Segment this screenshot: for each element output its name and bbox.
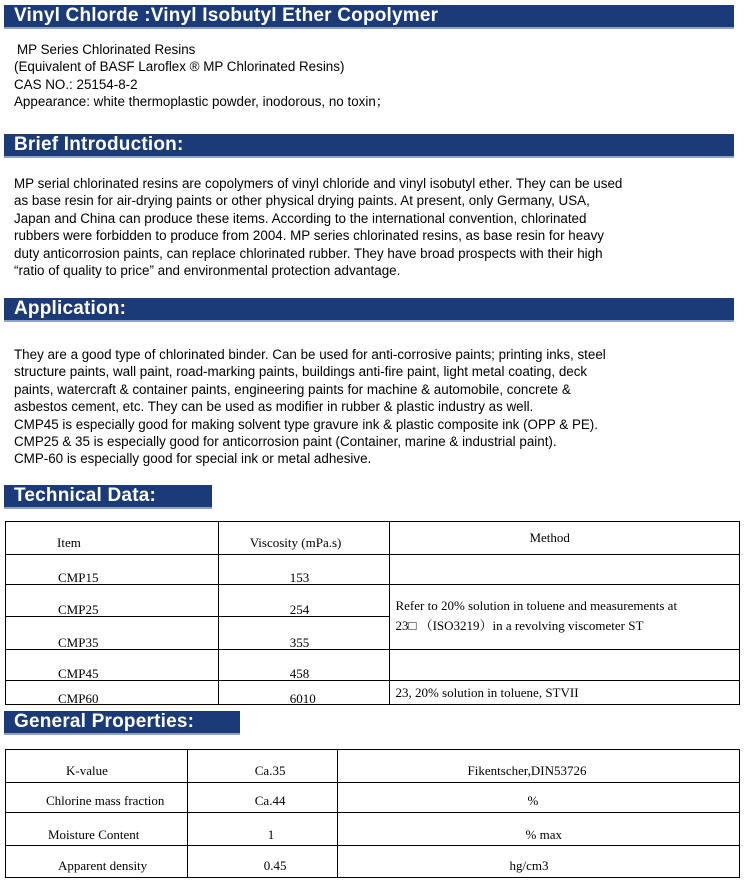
table-cell	[187, 750, 337, 783]
brief-line: Japan and China can produce these items. According to the international convention, chlorinated	[14, 210, 587, 226]
col-viscosity-header: Viscosity (mPa.s)	[249, 535, 342, 550]
method-a-line2: 23□ （ISO3219）in a revolving viscometer ST	[395, 618, 644, 633]
table-cell	[6, 750, 188, 783]
table-cell	[6, 813, 188, 846]
intro-block	[14, 41, 732, 111]
table-cell	[6, 555, 219, 585]
table-cell	[218, 650, 390, 681]
application-line: CMP25 & 35 is especially good for anticorrosion paint (Container, marine & industrial paint).	[14, 434, 557, 450]
technical-table	[5, 521, 740, 705]
application-heading: Application:	[4, 298, 734, 322]
visc-cmp60: 6010	[289, 691, 316, 706]
prop-unit: %	[527, 793, 539, 808]
table-cell	[187, 846, 337, 878]
application-line: asbestos cement, etc. They can be used as modifier in rubber & plastic industry as well.	[14, 399, 534, 415]
table-cell	[6, 650, 219, 681]
table-cell	[6, 617, 219, 650]
intro-line: CAS NO.: 25154-8-2	[14, 76, 138, 92]
table-cell	[6, 846, 188, 878]
table-cell	[218, 617, 390, 650]
item-cmp45: CMP45	[58, 666, 99, 681]
col-method-header: Method	[529, 530, 570, 545]
brief-line: duty anticorrosion paints, can replace chlorinated rubber. They have broad prospects with their high	[14, 245, 603, 261]
table-cell	[187, 813, 337, 846]
application-line: CMP45 is especially good for making solvent type gravure ink & plastic composite ink (OPP & PE).	[14, 416, 598, 432]
method-a-line1: Refer to 20% solution in toluene and measurements at	[395, 598, 678, 613]
prop-value: Ca.35	[254, 763, 286, 778]
table-cell	[218, 681, 390, 705]
prop-name: Chlorine mass fraction	[46, 793, 165, 808]
item-cmp35: CMP35	[58, 635, 99, 650]
application-line: They are a good type of chlorinated binder. Can be used for anti-corrosive paints; printing inks, steel	[14, 347, 606, 362]
item-cmp15: CMP15	[58, 570, 99, 585]
table-cell	[6, 585, 219, 617]
header-cell	[390, 522, 740, 555]
visc-cmp25: 254	[289, 602, 310, 617]
table-cell	[187, 783, 337, 813]
intro-line: Appearance: white thermoplastic powder, inodorous, no toxin；	[14, 94, 390, 110]
brief-line: MP serial chlorinated resins are copolymers of vinyl chloride and vinyl isobutyl ether. They can be used	[14, 176, 623, 191]
table-cell	[390, 555, 740, 585]
prop-unit: % max	[525, 827, 562, 842]
application-line: paints, watercraft & container paints, engineering paints for machine & automobile, concrete &	[14, 381, 571, 397]
table-cell	[337, 846, 739, 878]
page-title: Vinyl Chlorde :Vinyl Isobutyl Ether Copolymer	[4, 5, 734, 29]
visc-cmp15: 153	[289, 570, 310, 585]
prop-name: Moisture Content	[48, 827, 140, 842]
prop-value: 1	[267, 827, 275, 842]
header-cell	[6, 522, 219, 555]
table-cell	[337, 750, 739, 783]
application-line: CMP-60 is especially good for special ink or metal adhesive.	[14, 451, 372, 467]
intro-line: MP Series Chlorinated Resins	[17, 42, 196, 57]
table-cell	[6, 681, 219, 705]
general-table	[5, 749, 740, 878]
intro-line: (Equivalent of BASF Laroflex ® MP Chlorinated Resins)	[14, 59, 345, 75]
prop-unit: hg/cm3	[509, 858, 549, 873]
prop-name: Apparent density	[58, 858, 148, 873]
prop-value: 0.45	[263, 858, 287, 873]
general-heading: General Properties:	[4, 711, 240, 735]
prop-unit: Fikentscher,DIN53726	[467, 763, 587, 778]
prop-value: Ca.44	[254, 793, 286, 808]
item-cmp25: CMP25	[58, 602, 99, 617]
technical-heading: Technical Data:	[4, 485, 212, 509]
table-cell	[337, 813, 739, 846]
col-item-header: Item	[57, 535, 81, 550]
method-cell-a	[390, 585, 740, 650]
table-cell	[6, 783, 188, 813]
table-cell	[337, 783, 739, 813]
brief-line: rubbers were forbidden to produce from 2004. MP series chlorinated resins, as base resin for heavy	[14, 228, 604, 244]
header-cell	[218, 522, 390, 555]
method-b: 23, 20% solution in toluene, STVII	[395, 685, 579, 700]
brief-line: “ratio of quality to price” and environmental protection advantage.	[14, 263, 401, 279]
prop-name: K-value	[66, 763, 108, 778]
table-cell	[218, 585, 390, 617]
application-body	[14, 346, 732, 468]
visc-cmp35: 355	[289, 635, 310, 650]
application-line: structure paints, wall paint, road-marking paints, buildings anti-fire paint, light metal coating, deck	[14, 364, 588, 380]
visc-cmp45: 458	[289, 666, 310, 681]
brief-line: as base resin for air-drying paints or other physical drying paints. At present, only Germany, USA,	[14, 193, 590, 209]
table-cell	[218, 555, 390, 585]
item-cmp60: CMP60	[58, 691, 99, 706]
method-cell-b	[390, 681, 740, 705]
table-cell	[390, 650, 740, 681]
brief-body	[14, 175, 732, 279]
brief-heading: Brief Introduction:	[4, 134, 734, 158]
